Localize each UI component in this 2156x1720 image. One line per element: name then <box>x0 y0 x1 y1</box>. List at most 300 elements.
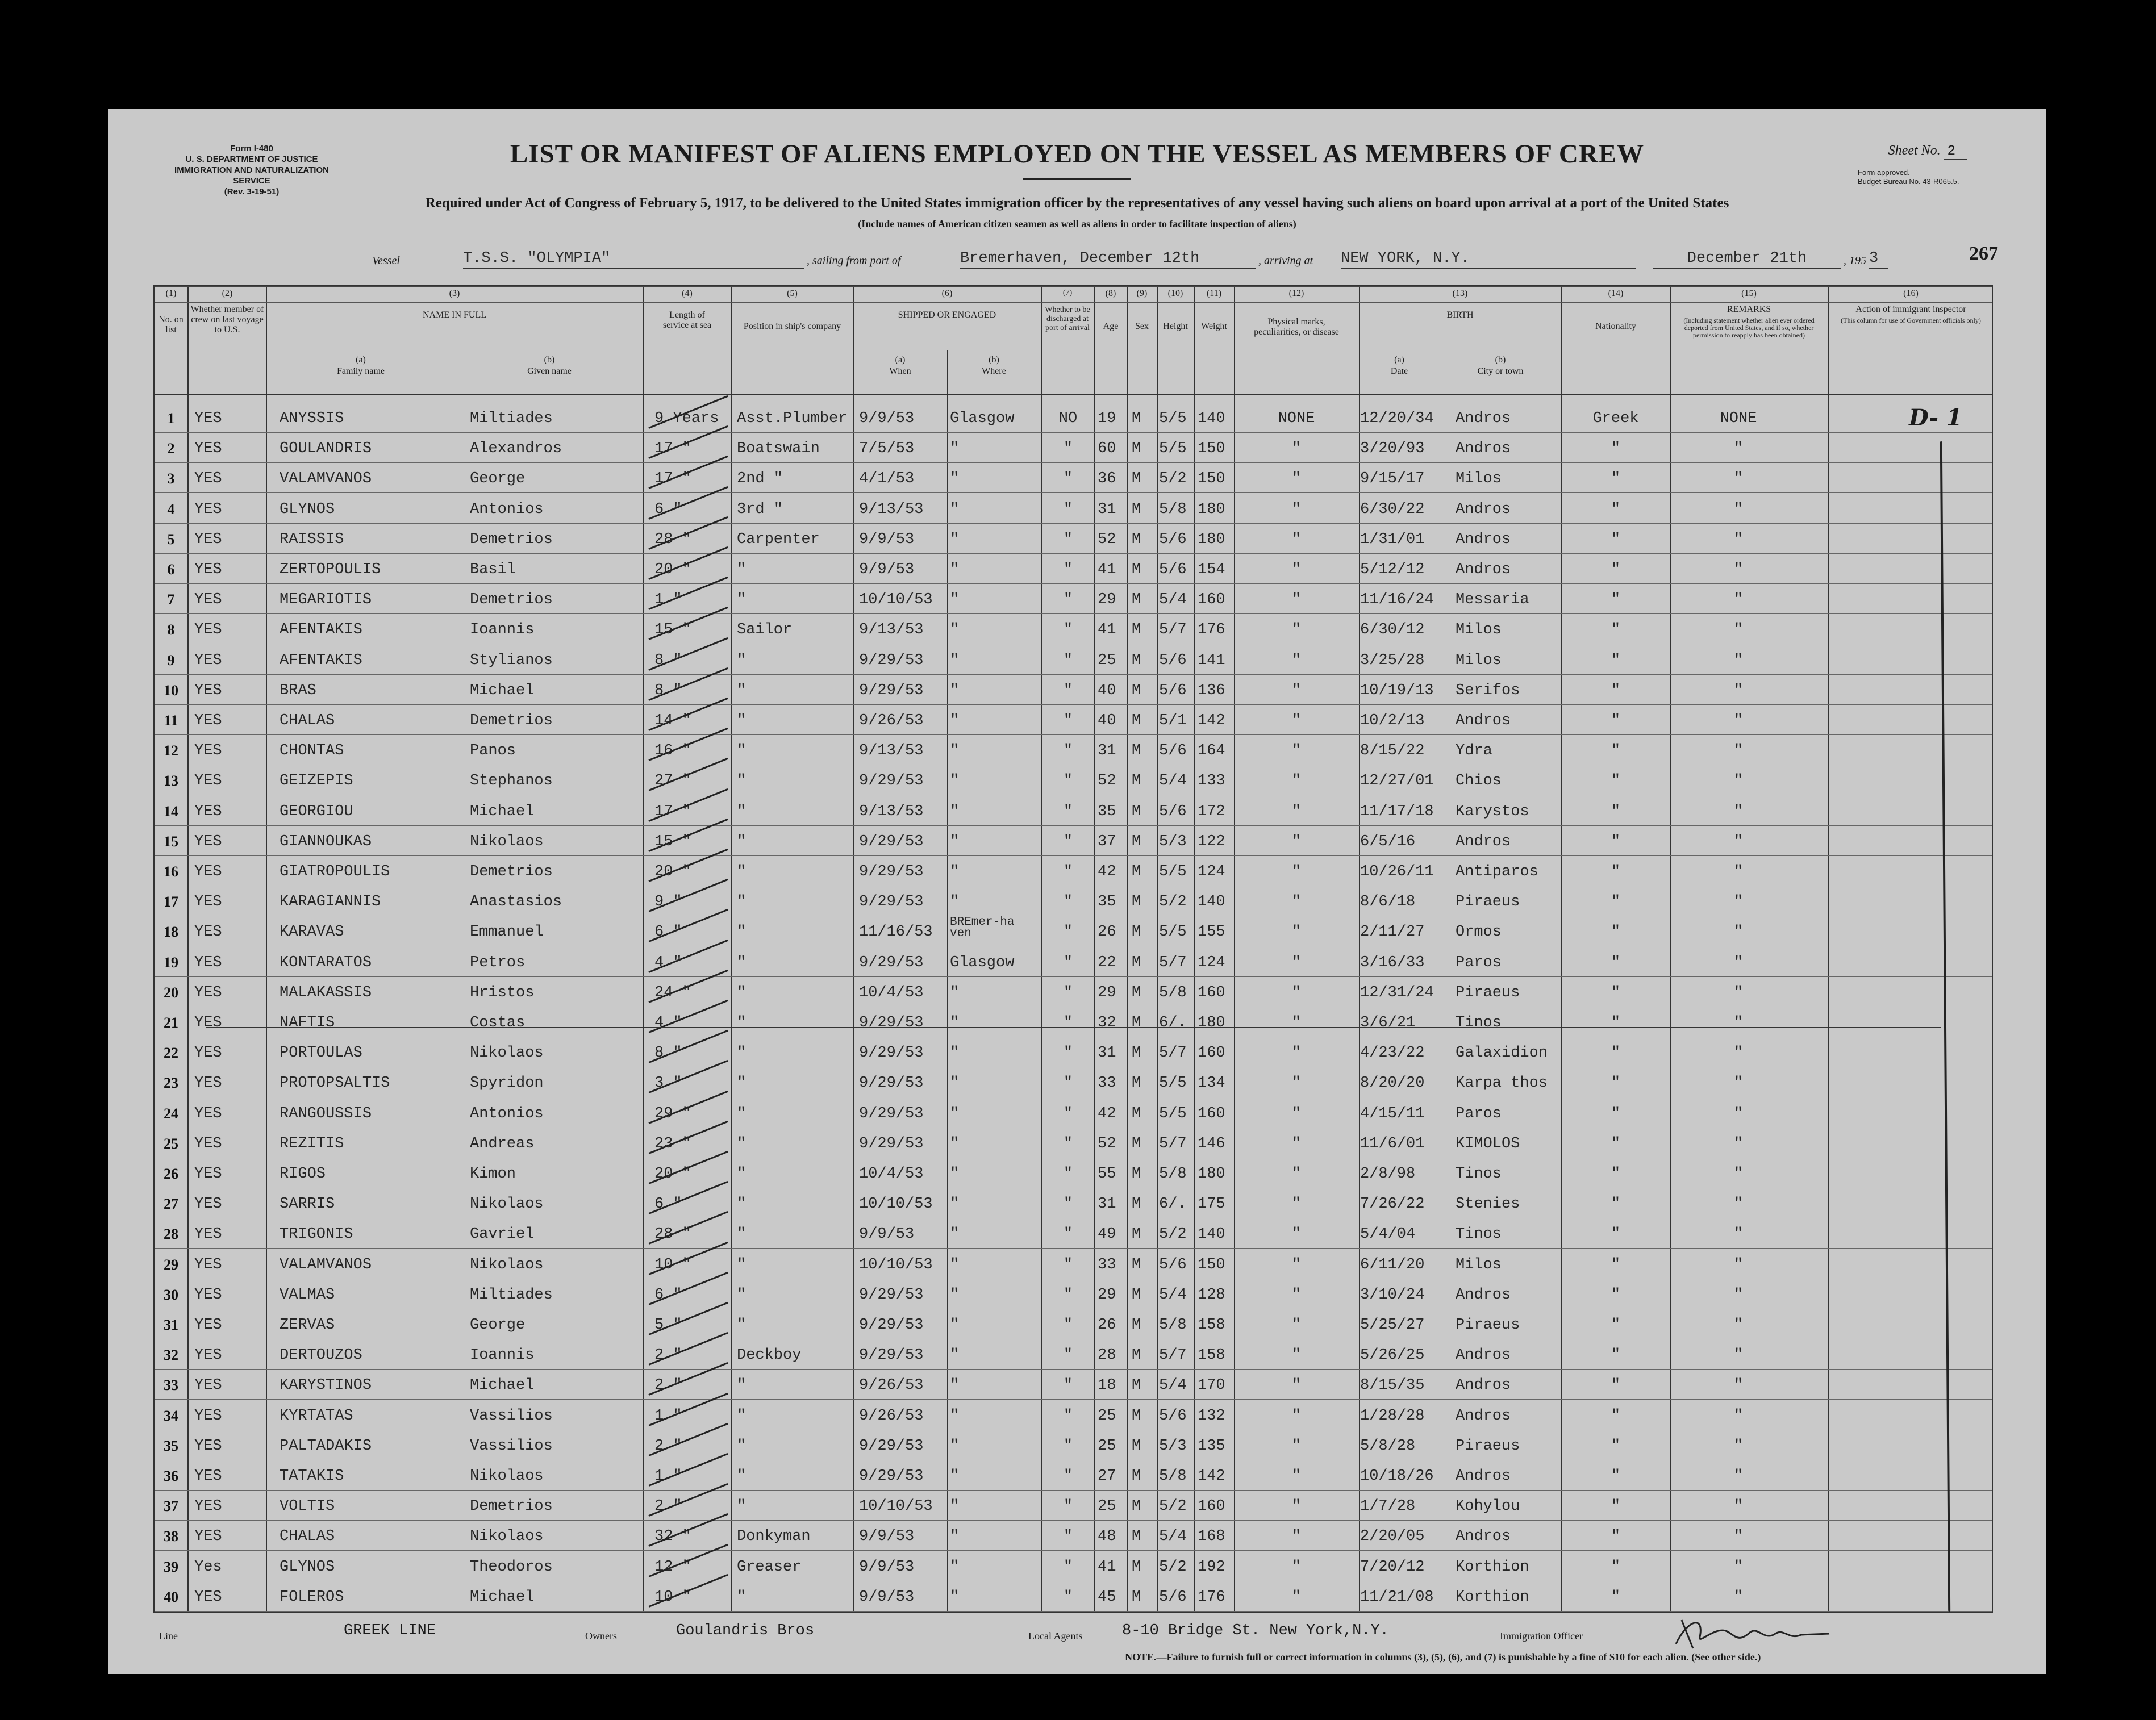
cell-where: " <box>950 833 960 850</box>
cell-discharged: " <box>1063 1286 1073 1304</box>
cell-nationality: " <box>1611 1377 1621 1395</box>
cell-service: 8 " <box>654 652 682 669</box>
cell-discharged: " <box>1063 1015 1073 1032</box>
cell-family: VOLTIS <box>280 1498 335 1516</box>
cell-nationality: " <box>1611 924 1621 941</box>
cell-marks: " <box>1291 1317 1302 1334</box>
cell-crew: YES <box>194 531 222 548</box>
cell-where: " <box>950 1166 960 1183</box>
cell-height: 5/7 <box>1159 1347 1187 1364</box>
cell-marks: " <box>1291 803 1302 820</box>
cell-given: Stephanos <box>470 773 553 790</box>
cell-weight: 170 <box>1198 1377 1225 1395</box>
cell-age: 36 <box>1098 470 1116 488</box>
cell-age: 40 <box>1098 682 1116 699</box>
cell-remarks: " <box>1733 1588 1744 1606</box>
cell-given: Michael <box>470 803 535 820</box>
cell-service: 27 " <box>654 773 691 790</box>
cell-discharged: " <box>1063 1588 1073 1606</box>
cell-nationality: " <box>1611 1256 1621 1274</box>
cell-given: Michael <box>470 1377 535 1395</box>
cell-age: 52 <box>1098 773 1116 790</box>
cell-given: Vassilios <box>470 1437 553 1455</box>
cell-marks: " <box>1291 682 1302 699</box>
cell-sex: M <box>1132 1468 1141 1485</box>
cell-sex: M <box>1132 1588 1141 1606</box>
cell-sex: M <box>1132 652 1141 669</box>
cell-service: 8 " <box>654 682 682 699</box>
cell-no: 39 <box>164 1558 178 1575</box>
owners: Goulandris Bros <box>676 1622 815 1639</box>
cell-family: KARYSTINOS <box>280 1377 372 1395</box>
cell-position: " <box>737 833 747 850</box>
cell-weight: 160 <box>1198 591 1225 609</box>
arrival-year: 3 <box>1869 250 1888 269</box>
cell-bdate: 5/4/04 <box>1360 1226 1416 1243</box>
row-15-strikethrough <box>206 1027 1941 1028</box>
cell-family: GLYNOS <box>280 1558 335 1576</box>
table-row <box>155 1309 1992 1339</box>
cell-given: Demetrios <box>470 863 553 880</box>
cell-discharged: " <box>1063 1377 1073 1395</box>
cell-service: 9 Years <box>654 410 719 427</box>
cell-when: 9/29/53 <box>859 1015 924 1032</box>
cell-where: BREmer-ha ven <box>950 916 1015 941</box>
cell-given: Demetrios <box>470 591 553 609</box>
cell-when: 9/26/53 <box>859 712 924 729</box>
cell-remarks: " <box>1733 531 1744 548</box>
cell-position: Sailor <box>737 621 793 639</box>
cell-height: 5/2 <box>1159 1498 1187 1516</box>
cell-no: 24 <box>164 1105 178 1122</box>
cell-marks: " <box>1291 440 1302 458</box>
cell-age: 35 <box>1098 894 1116 911</box>
cell-nationality: " <box>1611 803 1621 820</box>
cell-position: " <box>737 803 747 820</box>
cell-where: " <box>950 803 960 820</box>
cell-city: Andros <box>1456 1347 1511 1364</box>
cell-service: 1 " <box>654 1468 682 1485</box>
cell-sex: M <box>1132 531 1141 548</box>
cell-position: " <box>737 1226 747 1243</box>
cell-weight: 146 <box>1198 1135 1225 1153</box>
cell-given: Costas <box>470 1015 526 1032</box>
cell-position: " <box>737 924 747 941</box>
cell-position: " <box>737 1166 747 1183</box>
cell-when: 9/29/53 <box>859 1468 924 1485</box>
cell-position: " <box>737 1045 747 1062</box>
cell-no: 33 <box>164 1377 178 1394</box>
cell-crew: YES <box>194 1528 222 1546</box>
cell-nationality: " <box>1611 470 1621 488</box>
cell-nationality: " <box>1611 591 1621 609</box>
cell-nationality: " <box>1611 531 1621 548</box>
cell-discharged: " <box>1063 1226 1073 1243</box>
cell-crew: YES <box>194 682 222 699</box>
cell-bdate: 3/20/93 <box>1360 440 1425 458</box>
cell-family: SARRIS <box>280 1196 335 1213</box>
sheet-number: Sheet No. 2 <box>1888 143 1967 159</box>
cell-discharged: " <box>1063 924 1073 941</box>
cell-family: RANGOUSSIS <box>280 1105 372 1122</box>
cell-age: 29 <box>1098 591 1116 609</box>
manifest-footer: Line GREEK LINE Owners Goulandris Bros Local Agents 8-10 Bridge St. New York,N.Y. Immigration Officer <box>159 1622 1583 1642</box>
cell-when: 9/29/53 <box>859 1437 924 1455</box>
cell-no: 12 <box>164 742 178 759</box>
cell-bdate: 7/26/22 <box>1360 1196 1425 1213</box>
col-header-crew-member: (2) Whether member of crew on last voyage to U.S. <box>190 289 264 335</box>
cell-remarks: " <box>1733 894 1744 911</box>
cell-marks: " <box>1291 1196 1302 1213</box>
cell-sex: M <box>1132 1286 1141 1304</box>
cell-no: 10 <box>164 682 178 699</box>
cell-remarks: " <box>1733 833 1744 850</box>
cell-service: 23 " <box>654 1135 691 1153</box>
cell-given: Theodoros <box>470 1558 553 1576</box>
table-row <box>155 462 1992 493</box>
cell-where: " <box>950 591 960 609</box>
cell-sex: M <box>1132 803 1141 820</box>
cell-given: Michael <box>470 682 535 699</box>
table-row <box>155 795 1992 826</box>
cell-remarks: " <box>1733 1075 1744 1092</box>
cell-when: 9/29/53 <box>859 1347 924 1364</box>
cell-position: 2nd " <box>737 470 783 488</box>
cell-weight: 180 <box>1198 500 1225 518</box>
cell-given: Nikolaos <box>470 1045 544 1062</box>
cell-sex: M <box>1132 410 1141 427</box>
cell-height: 5/7 <box>1159 1045 1187 1062</box>
cell-position: " <box>737 1377 747 1395</box>
table-row <box>155 1369 1992 1400</box>
manifest-sheet <box>108 109 2046 1674</box>
cell-age: 25 <box>1098 1498 1116 1516</box>
cell-age: 31 <box>1098 500 1116 518</box>
cell-family: KONTARATOS <box>280 954 372 971</box>
cell-weight: 122 <box>1198 833 1225 850</box>
cell-city: Ydra <box>1456 742 1492 760</box>
cell-weight: 140 <box>1198 1226 1225 1243</box>
cell-where: " <box>950 894 960 911</box>
cell-no: 31 <box>164 1317 178 1333</box>
cell-marks: " <box>1291 863 1302 880</box>
cell-height: 5/4 <box>1159 1377 1187 1395</box>
cell-service: 16 " <box>654 742 691 760</box>
cell-when: 9/29/53 <box>859 1075 924 1092</box>
cell-city: Andros <box>1456 531 1511 548</box>
cell-height: 5/7 <box>1159 1135 1187 1153</box>
cell-given: Gavriel <box>470 1226 535 1243</box>
cell-service: 10 " <box>654 1588 691 1606</box>
cell-service: 3 " <box>654 1075 682 1092</box>
cell-nationality: " <box>1611 1226 1621 1243</box>
cell-age: 31 <box>1098 1196 1116 1213</box>
cell-position: Greaser <box>737 1558 802 1576</box>
table-row <box>155 765 1992 795</box>
cell-age: 48 <box>1098 1528 1116 1546</box>
cell-crew: Yes <box>194 1558 222 1576</box>
cell-where: " <box>950 440 960 458</box>
cell-remarks: " <box>1733 561 1744 578</box>
cell-nationality: " <box>1611 1196 1621 1213</box>
cell-no: 11 <box>164 712 178 729</box>
cell-age: 49 <box>1098 1226 1116 1243</box>
cell-age: 26 <box>1098 1317 1116 1334</box>
cell-service: 17 " <box>654 803 691 820</box>
cell-family: CHALAS <box>280 1528 335 1546</box>
cell-bdate: 6/11/20 <box>1360 1256 1425 1274</box>
cell-city: Serifos <box>1456 682 1520 699</box>
cell-no: 35 <box>164 1437 178 1454</box>
manifest-title: LIST OR MANIFEST OF ALIENS EMPLOYED ON THE VESSEL AS MEMBERS OF CREW <box>510 139 1645 169</box>
cell-when: 9/29/53 <box>859 954 924 971</box>
cell-city: KIMOLOS <box>1456 1135 1520 1153</box>
cell-given: Ioannis <box>470 621 535 639</box>
cell-weight: 158 <box>1198 1347 1225 1364</box>
cell-sex: M <box>1132 773 1141 790</box>
cell-marks: " <box>1291 1256 1302 1274</box>
cell-discharged: " <box>1063 894 1073 911</box>
cell-given: Anastasios <box>470 894 562 911</box>
cell-given: Nikolaos <box>470 1196 544 1213</box>
cell-nationality: " <box>1611 712 1621 729</box>
cell-when: 9/29/53 <box>859 894 924 911</box>
cell-crew: YES <box>194 1286 222 1304</box>
cell-given: Andreas <box>470 1135 535 1153</box>
cell-service: 28 " <box>654 531 691 548</box>
cell-sex: M <box>1132 863 1141 880</box>
cell-discharged: " <box>1063 561 1073 578</box>
cell-crew: YES <box>194 440 222 458</box>
cell-crew: YES <box>194 712 222 729</box>
cell-when: 9/9/53 <box>859 1588 915 1606</box>
cell-where: " <box>950 1075 960 1092</box>
cell-city: Milos <box>1456 652 1502 669</box>
cell-age: 41 <box>1098 561 1116 578</box>
cell-remarks: " <box>1733 742 1744 760</box>
cell-crew: YES <box>194 1075 222 1092</box>
cell-service: 20 " <box>654 863 691 880</box>
cell-discharged: " <box>1063 1437 1073 1455</box>
col-header-family-name: (a) Family name <box>337 355 385 376</box>
cell-where: " <box>950 1286 960 1304</box>
cell-discharged: " <box>1063 863 1073 880</box>
cell-nationality: " <box>1611 1558 1621 1576</box>
cell-height: 5/8 <box>1159 1166 1187 1183</box>
cell-crew: YES <box>194 1166 222 1183</box>
cell-service: 9 " <box>654 894 682 911</box>
cell-family: VALAMVANOS <box>280 1256 372 1274</box>
cell-no: 5 <box>167 531 175 548</box>
cell-city: Messaria <box>1456 591 1529 609</box>
cell-no: 32 <box>164 1347 178 1364</box>
cell-marks: NONE <box>1278 410 1315 427</box>
cell-where: " <box>950 984 960 1001</box>
cell-family: GIANNOUKAS <box>280 833 372 850</box>
cell-age: 27 <box>1098 1468 1116 1485</box>
col-header-physical-marks: (12) Physical marks, peculiarities, or disease <box>1254 289 1339 337</box>
cell-discharged: " <box>1063 591 1073 609</box>
cell-position: Boatswain <box>737 440 820 458</box>
cell-crew: YES <box>194 1135 222 1153</box>
cell-given: Spyridon <box>470 1075 544 1092</box>
cell-age: 25 <box>1098 1407 1116 1425</box>
cell-bdate: 10/19/13 <box>1360 682 1434 699</box>
col-header-sex: (9) Sex <box>1135 289 1149 331</box>
cell-family: RAISSIS <box>280 531 344 548</box>
cell-no: 40 <box>164 1588 178 1605</box>
cell-family: GLYNOS <box>280 500 335 518</box>
cell-no: 26 <box>164 1166 178 1182</box>
cell-city: Andros <box>1456 1377 1511 1395</box>
cell-age: 18 <box>1098 1377 1116 1395</box>
cell-marks: " <box>1291 1226 1302 1243</box>
cell-given: Nikolaos <box>470 833 544 850</box>
cell-age: 31 <box>1098 1045 1116 1062</box>
table-row <box>155 674 1992 705</box>
cell-marks: " <box>1291 894 1302 911</box>
cell-city: Andros <box>1456 500 1511 518</box>
arrival-date: December 21th <box>1653 250 1841 269</box>
cell-weight: 158 <box>1198 1317 1225 1334</box>
cell-marks: " <box>1291 1105 1302 1122</box>
cell-height: 5/8 <box>1159 984 1187 1001</box>
col-header-birth-date: (a) Date <box>1390 355 1408 376</box>
cell-sex: M <box>1132 1045 1141 1062</box>
cell-service: 2 " <box>654 1498 682 1516</box>
cell-when: 10/4/53 <box>859 1166 924 1183</box>
cell-height: 5/4 <box>1159 1286 1187 1304</box>
cell-no: 7 <box>167 591 175 608</box>
cell-bdate: 8/15/22 <box>1360 742 1425 760</box>
cell-discharged: " <box>1063 1468 1073 1485</box>
cell-height: 5/6 <box>1159 803 1187 820</box>
cell-bdate: 3/25/28 <box>1360 652 1425 669</box>
cell-weight: 142 <box>1198 1468 1225 1485</box>
cell-nationality: " <box>1611 1407 1621 1425</box>
cell-marks: " <box>1291 1558 1302 1576</box>
cell-where: " <box>950 1468 960 1485</box>
cell-when: 9/29/53 <box>859 833 924 850</box>
cell-position: " <box>737 561 747 578</box>
cell-remarks: " <box>1733 1045 1744 1062</box>
cell-age: 32 <box>1098 1015 1116 1032</box>
cell-where: " <box>950 470 960 488</box>
cell-where: " <box>950 1347 960 1364</box>
table-row <box>155 1158 1992 1188</box>
cell-position: " <box>737 1498 747 1516</box>
cell-sex: M <box>1132 712 1141 729</box>
cell-age: 31 <box>1098 742 1116 760</box>
cell-bdate: 8/15/35 <box>1360 1377 1425 1395</box>
cell-given: Alexandros <box>470 440 562 458</box>
col-header-number: (1) No. on list <box>159 289 184 335</box>
cell-family: MEGARIOTIS <box>280 591 372 609</box>
title-rule <box>1023 178 1131 180</box>
col-header-birth: (13) BIRTH <box>1446 289 1474 320</box>
cell-crew: YES <box>194 1105 222 1122</box>
cell-height: 5/5 <box>1159 1075 1187 1092</box>
cell-service: 17 " <box>654 470 691 488</box>
table-row <box>155 1097 1992 1128</box>
cell-city: Andros <box>1456 712 1511 729</box>
cell-remarks: " <box>1733 1286 1744 1304</box>
cell-no: 23 <box>164 1075 178 1092</box>
cell-where: " <box>950 1226 960 1243</box>
cell-bdate: 1/28/28 <box>1360 1407 1425 1425</box>
cell-position: " <box>737 954 747 971</box>
cell-family: PALTADAKIS <box>280 1437 372 1455</box>
cell-bdate: 10/26/11 <box>1360 863 1434 880</box>
cell-crew: YES <box>194 863 222 880</box>
cell-no: 28 <box>164 1226 178 1243</box>
cell-nationality: " <box>1611 1588 1621 1606</box>
cell-when: 9/29/53 <box>859 1135 924 1153</box>
cell-given: Demetrios <box>470 712 553 729</box>
table-row <box>155 704 1992 735</box>
cell-discharged: " <box>1063 1347 1073 1364</box>
cell-no: 22 <box>164 1045 178 1062</box>
cell-crew: YES <box>194 1588 222 1606</box>
table-row <box>155 825 1992 856</box>
cell-age: 42 <box>1098 1105 1116 1122</box>
cell-family: ANYSSIS <box>280 410 344 427</box>
cell-no: 4 <box>167 500 175 517</box>
cell-height: 5/7 <box>1159 954 1187 971</box>
cell-marks: " <box>1291 712 1302 729</box>
cell-when: 9/9/53 <box>859 1226 915 1243</box>
cell-given: George <box>470 1317 526 1334</box>
cell-nationality: Greek <box>1592 410 1639 427</box>
cell-discharged: NO <box>1058 410 1078 427</box>
cell-age: 42 <box>1098 863 1116 880</box>
table-row <box>155 613 1992 644</box>
cell-marks: " <box>1291 1528 1302 1546</box>
cell-height: 5/5 <box>1159 1105 1187 1122</box>
cell-given: Ioannis <box>470 1347 535 1364</box>
table-row <box>155 1218 1992 1249</box>
cell-sex: M <box>1132 1528 1141 1546</box>
cell-remarks: " <box>1733 1317 1744 1334</box>
departure-port: Bremerhaven, December 12th <box>960 250 1256 269</box>
cell-city: Korthion <box>1456 1588 1529 1606</box>
cell-service: 6 " <box>654 1286 682 1304</box>
cell-bdate: 9/15/17 <box>1360 470 1425 488</box>
cell-no: 1 <box>167 410 175 427</box>
cell-weight: 134 <box>1198 1075 1225 1092</box>
cell-city: Karystos <box>1456 803 1529 820</box>
cell-no: 20 <box>164 984 178 1001</box>
cell-nationality: " <box>1611 1105 1621 1122</box>
cell-sex: M <box>1132 833 1141 850</box>
cell-family: KARAGIANNIS <box>280 894 381 911</box>
cell-discharged: " <box>1063 1256 1073 1274</box>
cell-when: 7/5/53 <box>859 440 915 458</box>
cell-position: Asst.Plumber <box>737 410 848 427</box>
cell-given: Demetrios <box>470 531 553 548</box>
cell-marks: " <box>1291 1498 1302 1516</box>
cell-weight: 128 <box>1198 1286 1225 1304</box>
cell-discharged: " <box>1063 652 1073 669</box>
cell-marks: " <box>1291 621 1302 639</box>
cell-age: 22 <box>1098 954 1116 971</box>
col-header-position: (5) Position in ship's company <box>743 289 841 331</box>
cell-marks: " <box>1291 1407 1302 1425</box>
table-row <box>155 1400 1992 1430</box>
table-row <box>155 1520 1992 1551</box>
cell-age: 25 <box>1098 1437 1116 1455</box>
cell-city: Andros <box>1456 561 1511 578</box>
